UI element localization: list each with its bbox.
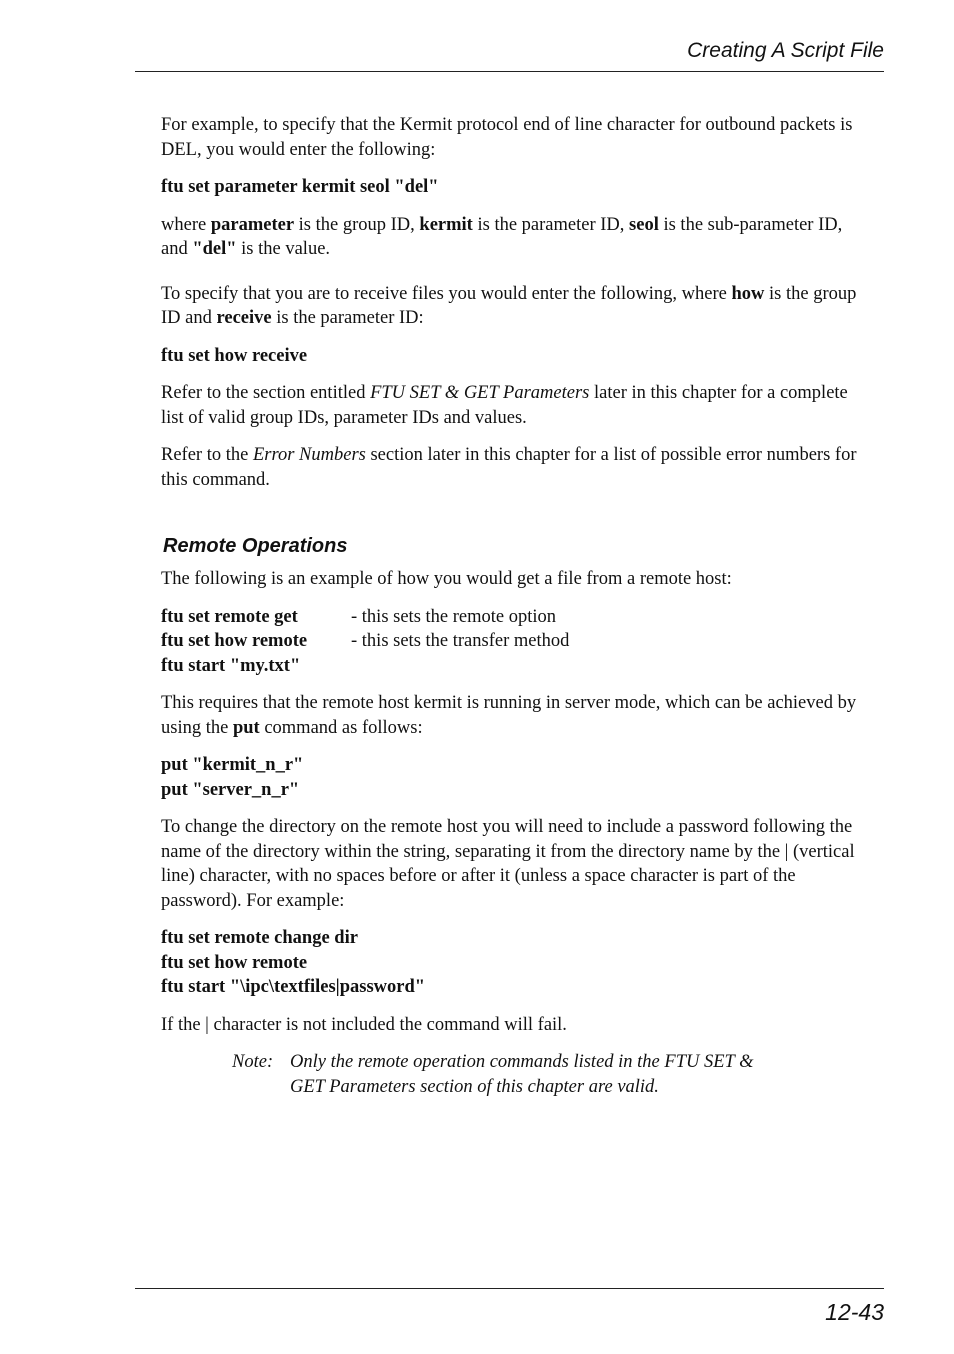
command-row bbox=[161, 654, 871, 679]
remote-get-command-list bbox=[161, 605, 871, 679]
note-block bbox=[232, 1050, 871, 1099]
remote-paragraph-4: If the | character is not included the command will fail. bbox=[161, 1014, 567, 1035]
command-text: ftu set remote get bbox=[161, 606, 298, 627]
remote-paragraph-2: This requires that the remote host kermit is running in server mode, which can be achieved by using the put command as follows: bbox=[161, 693, 857, 738]
intro-paragraph-1: For example, to specify that the Kermit protocol end of line character for outbound packets is DEL, you would enter the following: bbox=[161, 115, 853, 160]
intro-paragraph-2: where parameter is the group ID, kermit is the parameter ID, seol is the sub-parameter ID, and "del" is the value. bbox=[161, 214, 843, 259]
section-heading-remote-operations: Remote Operations bbox=[163, 535, 348, 557]
change-dir-command-list bbox=[161, 926, 871, 1000]
command-row bbox=[161, 629, 871, 654]
command-text: put "kermit_n_r" bbox=[161, 755, 304, 775]
command-example-kermit-seol: ftu set parameter kermit seol "del" bbox=[161, 177, 439, 197]
footer-rule bbox=[135, 1288, 884, 1289]
command-text: ftu start "\ipc\textfiles|password" bbox=[161, 977, 426, 997]
page-body bbox=[161, 113, 871, 1099]
put-command-list bbox=[161, 753, 871, 802]
command-description: - this sets the remote option bbox=[351, 606, 557, 627]
intro-paragraph-3: To specify that you are to receive files you would enter the following, where how is the group ID and receive is the parameter ID: bbox=[161, 283, 857, 328]
command-example-how-receive: ftu set how receive bbox=[161, 345, 308, 366]
header-rule bbox=[135, 71, 884, 72]
remote-paragraph-1: The following is an example of how you would get a file from a remote host: bbox=[161, 569, 732, 589]
intro-paragraph-5: Refer to the Error Numbers section later in this chapter for a list of possible error numbers for this command. bbox=[161, 445, 857, 490]
command-row bbox=[161, 605, 871, 630]
note-text: Only the remote operation commands listed in the FTU SET & GET Parameters section of this chapter are valid. bbox=[290, 1052, 754, 1097]
command-description: - this sets the transfer method bbox=[351, 631, 570, 651]
command-text: ftu set how remote bbox=[161, 952, 308, 973]
command-text: put "server_n_r" bbox=[161, 779, 300, 800]
remote-paragraph-3: To change the directory on the remote host you will need to include a password following the name of the directory within the string, separating it from the directory name by the | (vertical line) character, with no spaces before or after it (unless a space character is part of the password). For example: bbox=[161, 817, 855, 911]
page-number: 12-43 bbox=[825, 1299, 884, 1325]
running-header: Creating A Script File bbox=[687, 39, 884, 62]
command-text: ftu set how remote bbox=[161, 631, 308, 651]
note-label: Note: bbox=[232, 1052, 274, 1072]
command-text: ftu start "my.txt" bbox=[161, 655, 301, 676]
intro-paragraph-4: Refer to the section entitled FTU SET & GET Parameters later in this chapter for a complete list of valid group IDs, parameter IDs and values. bbox=[161, 383, 848, 428]
command-text: ftu set remote change dir bbox=[161, 928, 358, 948]
command-description bbox=[351, 654, 871, 679]
